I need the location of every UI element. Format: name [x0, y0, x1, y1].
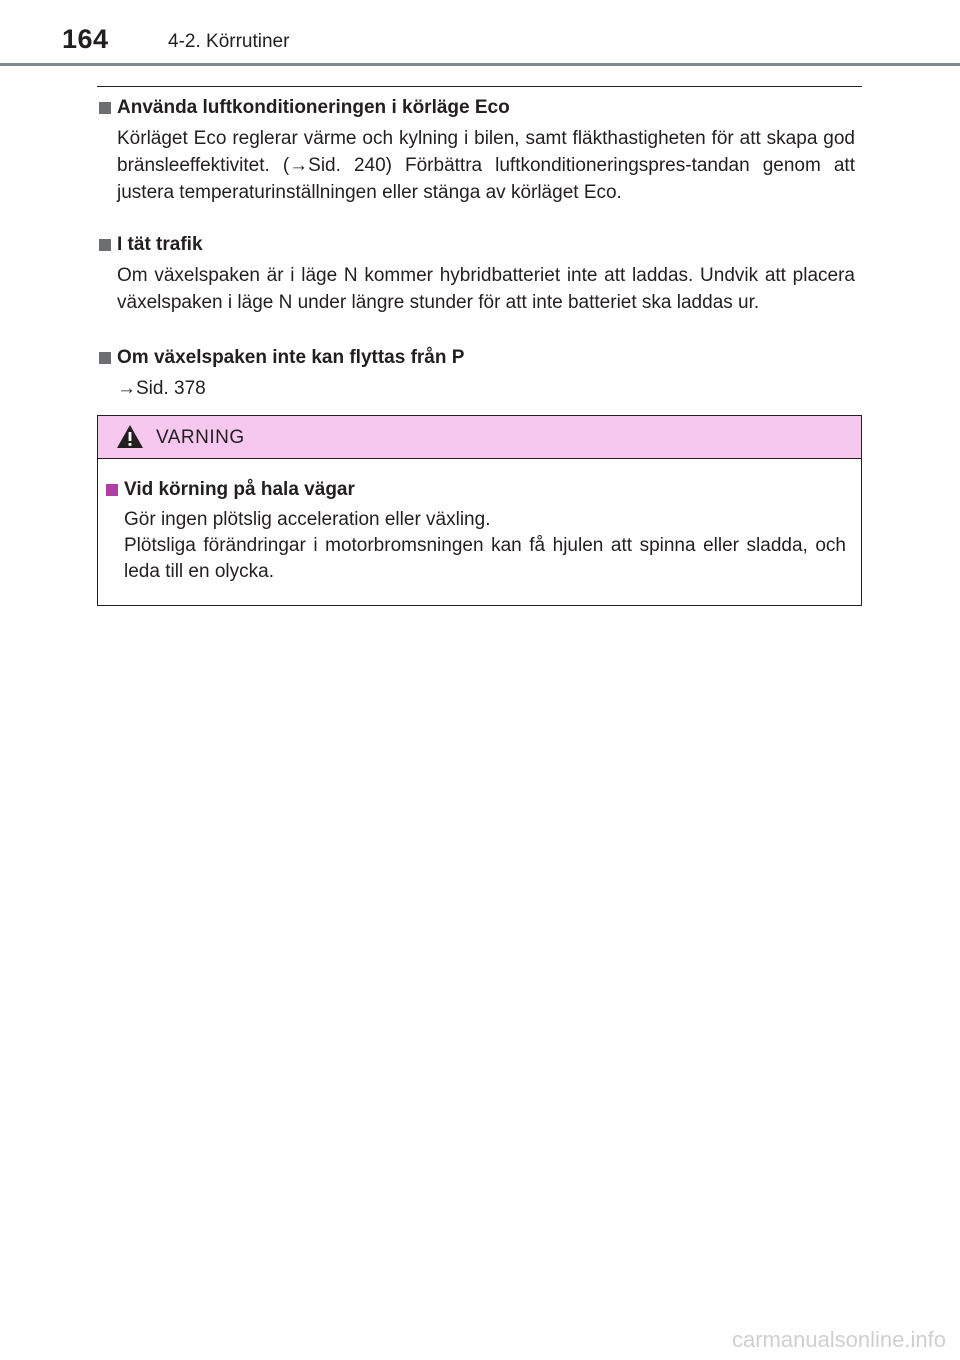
warning-box	[97, 415, 862, 606]
section-heavy-traffic	[97, 233, 857, 316]
warning-header	[98, 416, 861, 459]
section-body: Körläget Eco reglerar värme och kylning i bilen, samt fläkthastigheten för att skapa god bränsleeffektivitet. (→Sid. 240) Förbättra luftkonditioneringspres-tandan genom att justera temperaturinställningen eller stänga av körläget Eco.	[117, 128, 855, 203]
warning-body	[98, 459, 861, 585]
warning-heading-text: Vid körning på hala vägar	[124, 479, 355, 500]
chapter-title: 4-2. Körrutiner	[168, 31, 290, 52]
watermark: carmanualsonline.info	[731, 1327, 946, 1352]
section-shift-lever-stuck	[97, 346, 857, 402]
section-heading	[97, 233, 857, 257]
square-bullet-icon	[99, 102, 111, 114]
warning-text	[124, 507, 846, 585]
page-header	[0, 0, 960, 64]
section-heading-text: Om växelspaken inte kan flyttas från P	[117, 347, 465, 368]
content-top-rule	[97, 86, 862, 87]
page-number: 164	[62, 24, 109, 54]
square-bullet-icon	[99, 239, 111, 251]
warning-line-1: Gör ingen plötslig acceleration eller växling.	[124, 509, 491, 530]
header-rule	[0, 63, 960, 66]
square-bullet-icon	[99, 352, 111, 364]
section-body: Om växelspaken är i läge N kommer hybridbatteriet inte att laddas. Undvik att placera växelspaken i läge N under längre stunder för att inte batteriet ska laddas ur.	[117, 265, 855, 313]
section-heading	[97, 96, 857, 120]
warning-label: VARNING	[156, 427, 245, 448]
warning-heading	[104, 478, 847, 502]
warning-triangle-icon	[116, 424, 144, 449]
page-reference: →Sid. 378	[117, 378, 206, 399]
warning-line-2: Plötsliga förändringar i motorbromsningen kan få hjulen att spinna eller sladda, och leda till en olycka.	[124, 535, 846, 582]
section-eco-air-conditioning	[97, 96, 857, 206]
square-bullet-icon	[106, 484, 118, 496]
section-heading	[97, 346, 857, 370]
section-heading-text: Använda luftkonditioneringen i körläge Eco	[117, 97, 510, 118]
section-heading-text: I tät trafik	[117, 234, 203, 255]
